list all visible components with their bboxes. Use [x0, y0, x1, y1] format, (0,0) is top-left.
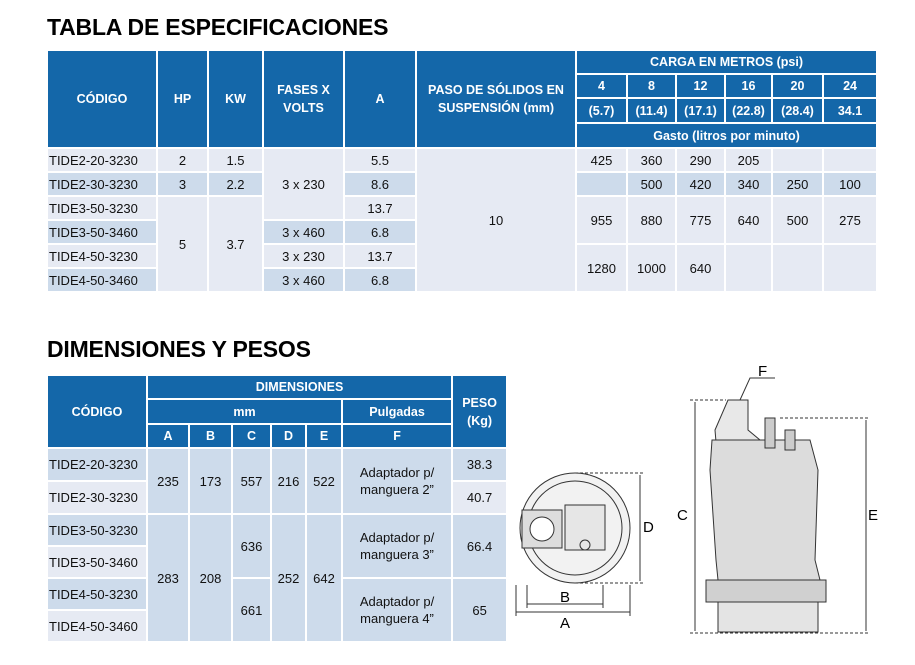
label-f: F — [758, 363, 768, 380]
head-m: 24 — [823, 74, 877, 98]
peso-cell: 66.4 — [452, 514, 507, 578]
gasto-cell — [823, 244, 877, 292]
head-psi: (5.7) — [576, 98, 627, 123]
col-hp: HP — [157, 50, 208, 148]
peso-cell: 65 — [452, 578, 507, 642]
head-m: 8 — [627, 74, 676, 98]
b-cell: 173 — [189, 448, 232, 514]
gasto-cell — [772, 244, 823, 292]
kw-cell: 3.7 — [208, 196, 263, 292]
gasto-cell: 880 — [627, 196, 676, 244]
col-codigo: CÓDIGO — [47, 375, 147, 448]
spec-title: TABLA DE ESPECIFICACIONES — [47, 14, 389, 40]
gasto-cell: 100 — [823, 172, 877, 196]
col-a: A — [147, 424, 189, 448]
e-cell: 522 — [306, 448, 342, 514]
f-cell: Adaptador p/ manguera 3” — [342, 514, 452, 578]
head-psi: (17.1) — [676, 98, 725, 123]
code-cell: TIDE4-50-3230 — [47, 578, 147, 610]
e-cell: 642 — [306, 514, 342, 642]
head-m: 20 — [772, 74, 823, 98]
col-codigo: CÓDIGO — [47, 50, 157, 148]
code-cell: TIDE4-50-3460 — [47, 268, 157, 292]
gasto-cell: 1000 — [627, 244, 676, 292]
col-gasto: Gasto (litros por minuto) — [576, 123, 877, 148]
pump-diagram — [505, 355, 910, 655]
gasto-cell: 340 — [725, 172, 772, 196]
col-fases: FASES X VOLTS — [263, 50, 344, 148]
code-cell: TIDE3-50-3460 — [47, 546, 147, 578]
dims-table — [46, 374, 508, 643]
col-mm: mm — [147, 399, 342, 424]
pump-top-view — [520, 473, 630, 583]
paso-cell: 10 — [416, 148, 576, 292]
gasto-cell: 775 — [676, 196, 725, 244]
head-psi: (22.8) — [725, 98, 772, 123]
amps-cell: 6.8 — [344, 220, 416, 244]
peso-cell: 38.3 — [452, 448, 507, 481]
col-paso: PASO DE SÓLIDOS EN SUSPENSIÓN (mm) — [416, 50, 576, 148]
hp-cell: 3 — [157, 172, 208, 196]
amps-cell: 8.6 — [344, 172, 416, 196]
col-b: B — [189, 424, 232, 448]
code-cell: TIDE4-50-3230 — [47, 244, 157, 268]
code-cell: TIDE3-50-3230 — [47, 514, 147, 546]
code-cell: TIDE4-50-3460 — [47, 610, 147, 642]
head-psi: (11.4) — [627, 98, 676, 123]
col-peso: PESO (Kg) — [452, 375, 507, 448]
amps-cell: 13.7 — [344, 196, 416, 220]
amps-cell: 5.5 — [344, 148, 416, 172]
d-cell: 252 — [271, 514, 306, 642]
c-cell: 636 — [232, 514, 271, 578]
spec-table — [46, 49, 878, 293]
head-m: 12 — [676, 74, 725, 98]
fases-cell: 3 x 230 — [263, 148, 344, 220]
kw-cell: 1.5 — [208, 148, 263, 172]
kw-cell: 2.2 — [208, 172, 263, 196]
hp-cell: 2 — [157, 148, 208, 172]
a-cell: 283 — [147, 514, 189, 642]
label-d: D — [643, 519, 654, 536]
gasto-cell: 500 — [627, 172, 676, 196]
gasto-cell — [772, 148, 823, 172]
col-a: A — [344, 50, 416, 148]
code-cell: TIDE2-20-3230 — [47, 448, 147, 481]
fases-cell: 3 x 230 — [263, 244, 344, 268]
col-pulgadas: Pulgadas — [342, 399, 452, 424]
head-psi: (28.4) — [772, 98, 823, 123]
dims-title: DIMENSIONES Y PESOS — [47, 336, 311, 362]
code-cell: TIDE2-20-3230 — [47, 148, 157, 172]
col-d: D — [271, 424, 306, 448]
f-cell: Adaptador p/ manguera 2” — [342, 448, 452, 514]
code-cell: TIDE3-50-3460 — [47, 220, 157, 244]
c-cell: 661 — [232, 578, 271, 642]
gasto-cell: 425 — [576, 148, 627, 172]
col-c: C — [232, 424, 271, 448]
gasto-cell: 955 — [576, 196, 627, 244]
hp-cell: 5 — [157, 196, 208, 292]
label-a: A — [560, 615, 571, 632]
b-cell: 208 — [189, 514, 232, 642]
gasto-cell: 640 — [725, 196, 772, 244]
col-f: F — [342, 424, 452, 448]
f-cell: Adaptador p/ manguera 4” — [342, 578, 452, 642]
head-psi: 34.1 — [823, 98, 877, 123]
c-cell: 557 — [232, 448, 271, 514]
peso-cell: 40.7 — [452, 481, 507, 514]
gasto-cell — [823, 148, 877, 172]
gasto-cell — [725, 244, 772, 292]
pump-side-view — [706, 400, 826, 632]
a-cell: 235 — [147, 448, 189, 514]
gasto-cell: 420 — [676, 172, 725, 196]
gasto-cell: 500 — [772, 196, 823, 244]
gasto-cell: 1280 — [576, 244, 627, 292]
gasto-cell: 290 — [676, 148, 725, 172]
col-e: E — [306, 424, 342, 448]
head-m: 4 — [576, 74, 627, 98]
col-dimensiones: DIMENSIONES — [147, 375, 452, 399]
gasto-cell — [576, 172, 627, 196]
col-carga: CARGA EN METROS (psi) — [576, 50, 877, 74]
gasto-cell: 275 — [823, 196, 877, 244]
fases-cell: 3 x 460 — [263, 220, 344, 244]
head-m: 16 — [725, 74, 772, 98]
col-kw: KW — [208, 50, 263, 148]
gasto-cell: 640 — [676, 244, 725, 292]
gasto-cell: 250 — [772, 172, 823, 196]
label-e: E — [868, 507, 879, 524]
code-cell: TIDE2-30-3230 — [47, 481, 147, 514]
label-b: B — [560, 589, 571, 606]
amps-cell: 6.8 — [344, 268, 416, 292]
label-c: C — [677, 507, 688, 524]
gasto-cell: 360 — [627, 148, 676, 172]
gasto-cell: 205 — [725, 148, 772, 172]
d-cell: 216 — [271, 448, 306, 514]
code-cell: TIDE2-30-3230 — [47, 172, 157, 196]
fases-cell: 3 x 460 — [263, 268, 344, 292]
amps-cell: 13.7 — [344, 244, 416, 268]
code-cell: TIDE3-50-3230 — [47, 196, 157, 220]
